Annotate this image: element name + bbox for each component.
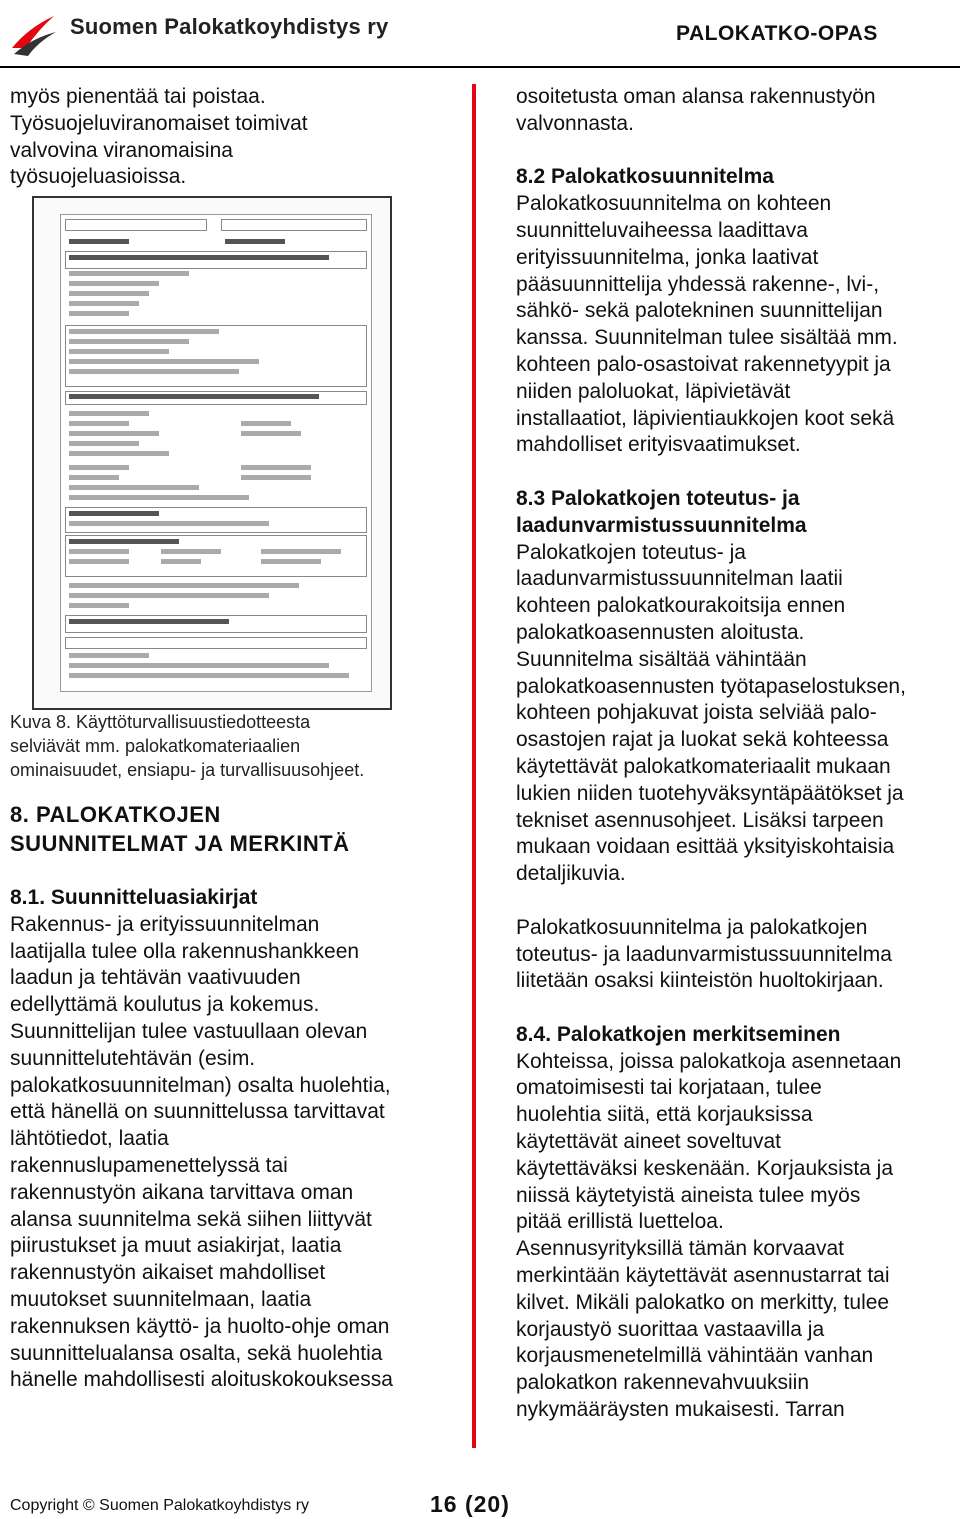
section-8-3-body: Palokatkojen toteutus- ja laadunvarmistussuunnitelman laatii kohteen palokatkourakoitsija ennen palokatkoasennusten aloitusta. Suunnitelma sisältää vähintään palokatkoasennusten työtapaselostuksen, kohteen pohjakuvat joista selviää palo- osastojen rajat ja luokat sekä kohteessa käytettävät palokatkomateriaalit mukaan lukien niiden tuotehyväksyntäpäätökset ja tekniset asennusohjeet. Lisäksi tarpeen mukaan voidaan esittää yksityiskohtaisia detaljikuvia. — [516, 540, 906, 886]
organization-logo — [8, 8, 60, 60]
column-divider — [472, 84, 476, 1448]
guide-title: PALOKATKO-OPAS — [676, 22, 878, 45]
section-8-4-body: Kohteissa, joissa palokatkoja asennetaan omatoimisesti tai korjataan, tulee huolehtia siitä, että korjauksissa käytettävät aineet soveltuvat käytettäväksi keskenään. Korjauksista ja niissä käytetyistä aineista tulee myös pitää erillistä luetteloa. Asennusyrityksillä tämän korvaavat merkintään käytettävät asennustarrat tai kilvet. Mikäli palokatko on merkitty, tulee korjaustyö suorittaa vastaavilla ja korjausmenetelmillä vähintään vanhan palokatkon rakennevahvuuksiin nykymääräysten mukaisesti. Tarran — [516, 1049, 902, 1422]
subsection-8-1 — [10, 885, 450, 1394]
header-divider — [0, 66, 960, 68]
section-8-2-heading: 8.2 Palokatkosuunnitelma — [516, 165, 774, 189]
footer-copyright: Copyright © Suomen Palokatkoyhdistys ry — [10, 1497, 310, 1514]
section-8-4-heading: 8.4. Palokatkojen merkitseminen — [516, 1022, 841, 1046]
page-number: 16 (20) — [430, 1491, 510, 1517]
subsection-body: Rakennus- ja erityissuunnitelman laatijalla tulee olla rakennushankkeen laadun ja tehtävän vaativuuden edellyttämä koulutus ja kokemus. Suunnittelijan tulee vastuullaan olevan suunnittelutehtävän (esim. palokatkosuunnitelman) osalta huolehtia, että hänellä on suunnittelussa tarvittavat lähtötiedot, laatia rakennuslupamenettelyssä tai rakennustyön aikana tarvittava oman alansa suunnitelma sekä siihen liittyvät piirustukset ja muut asiakirjat, laatia rakennustyön aikaiset mahdolliset muutokset suunnitelmaan, laatia rakennuksen käyttö- ja huolto-ohje oman suunnittelualansa osalta, sekä huolehtia hänelle mahdollisesti aloituskokouksessa — [10, 912, 393, 1392]
safety-data-sheet-image — [60, 214, 372, 692]
section-8-2-body: Palokatkosuunnitelma on kohteen suunnitteluvaiheessa laadittava erityissuunnitelma, jonka laativat pääsuunnittelija yhdessä rakenne-, lvi-, sähkö- sekä palotekninen suunnittelijan kanssa. Suunnitelman tulee sisältää mm. kohteen palo-osastoivat rakennetyypit ja niiden paloluokat, läpivietävät installaatiot, läpivientiaukkojen koot sekä mahdolliset erityisvaatimukset. — [516, 192, 898, 457]
section-8-3-body-2: Palokatkosuunnitelma ja palokatkojen toteutus- ja laadunvarmistussuunnitelma liitetään osaksi kiinteistön huoltokirjaan. — [516, 915, 892, 993]
section-heading: 8. PALOKATKOJEN SUUNNITELMAT JA MERKINTÄ — [10, 802, 350, 856]
figure-caption: Kuva 8. Käyttöturvallisuustiedotteesta selviävät mm. palokatkomateriaalien ominaisuudet, ensiapu- ja turvallisuusohjeet. — [10, 712, 365, 780]
section-8-3-heading: 8.3 Palokatkojen toteutus- ja laadunvarmistussuunnitelma — [516, 486, 807, 537]
subsection-heading: 8.1. Suunnitteluasiakirjat — [10, 886, 258, 909]
right-intro-text: osoitetusta oman alansa rakennustyön valvonnasta. — [516, 85, 876, 135]
organization-name: Suomen Palokatkoyhdistys ry — [70, 14, 389, 39]
safety-data-sheet-figure — [32, 196, 392, 710]
right-column — [516, 84, 956, 1424]
left-intro-text: myös pienentää tai poistaa. Työsuojeluviranomaiset toimivat valvovina viranomaisina työsuojeluasioissa. — [10, 85, 308, 189]
